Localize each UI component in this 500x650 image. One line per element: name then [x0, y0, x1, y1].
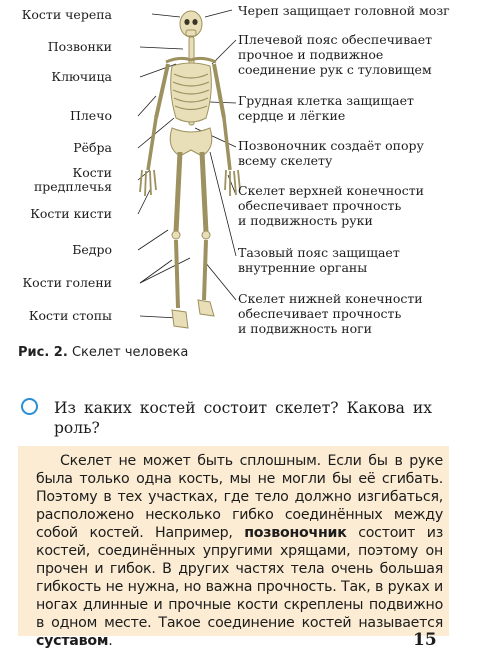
- paragraph-part-3: .: [108, 633, 113, 649]
- label-vertebrae: Позвонки: [47, 39, 112, 54]
- body-paragraph: [36, 452, 443, 650]
- note-ribcage-2: сердце и лёгкие: [238, 108, 346, 123]
- label-forearm-2: предплечья: [33, 179, 112, 194]
- label-shoulder: Плечо: [69, 108, 112, 123]
- paragraph-part-1: Скелет не может быть сплошным. Если бы в руке была только одна кость, мы не могли бы её сгибать. Поэтому в тех участках, где тело должно изгибаться, расположено несколько гибко соединённых между собой костей. Например,: [36, 453, 443, 541]
- leader-lines: [138, 10, 236, 318]
- caption-text: Скелет человека: [71, 345, 189, 360]
- question-circle-icon: [21, 398, 38, 415]
- skeleton-bones: [140, 11, 240, 328]
- label-hand-bones: Кости кисти: [30, 206, 112, 221]
- note-shoulder-girdle-1: Плечевой пояс обеспечивает: [238, 32, 433, 47]
- label-femur: Бедро: [72, 242, 112, 257]
- term-spine: позвоночник: [244, 525, 347, 541]
- note-shoulder-girdle-2: прочное и подвижное: [238, 47, 384, 62]
- note-pelvis-2: внутренние органы: [238, 260, 368, 275]
- note-pelvis-1: Тазовый пояс защищает: [238, 245, 400, 260]
- note-spine-1: Позвоночник создаёт опору: [238, 138, 424, 153]
- note-upper-limb-2: обеспечивает прочность: [238, 198, 402, 213]
- note-spine-2: всему скелету: [238, 153, 333, 168]
- note-lower-limb-3: и подвижность ноги: [238, 321, 373, 336]
- paragraph-part-2: состоит из костей, соединённых упругими хрящами, поэтому он прочен и гибок. В других частях тела очень большая гибкость не нужна, но важна прочность. Так, в руках и ногах длинные и прочные кости скреплены подвижно в одном месте. Такое соединение костей называется: [36, 525, 443, 631]
- label-clavicle: Ключица: [51, 69, 112, 84]
- note-ribcage-1: Грудная клетка защищает: [238, 93, 414, 108]
- page-number: 15: [413, 630, 437, 650]
- note-lower-limb-1: Скелет нижней конечности: [238, 291, 423, 306]
- caption-prefix: Рис. 2.: [18, 345, 68, 360]
- note-lower-limb-2: обеспечивает прочность: [238, 306, 402, 321]
- note-upper-limb-1: Скелет верхней конечности: [238, 183, 424, 198]
- label-skull-bones: Кости черепа: [21, 7, 112, 22]
- note-shoulder-girdle-3: соединение рук с туловищем: [238, 62, 432, 77]
- question-text: Из каких костей состоит скелет? Какова их роль?: [54, 399, 432, 437]
- label-forearm-1: Кости: [72, 165, 112, 180]
- label-shin-bones: Кости голени: [22, 275, 112, 290]
- note-upper-limb-3: и подвижность руки: [238, 213, 373, 228]
- note-skull: Череп защищает головной мозг: [238, 3, 450, 18]
- figure-caption: [18, 345, 188, 360]
- term-joint: суставом: [36, 633, 109, 649]
- label-foot-bones: Кости стопы: [28, 308, 112, 323]
- label-ribs: Рёбра: [73, 140, 112, 155]
